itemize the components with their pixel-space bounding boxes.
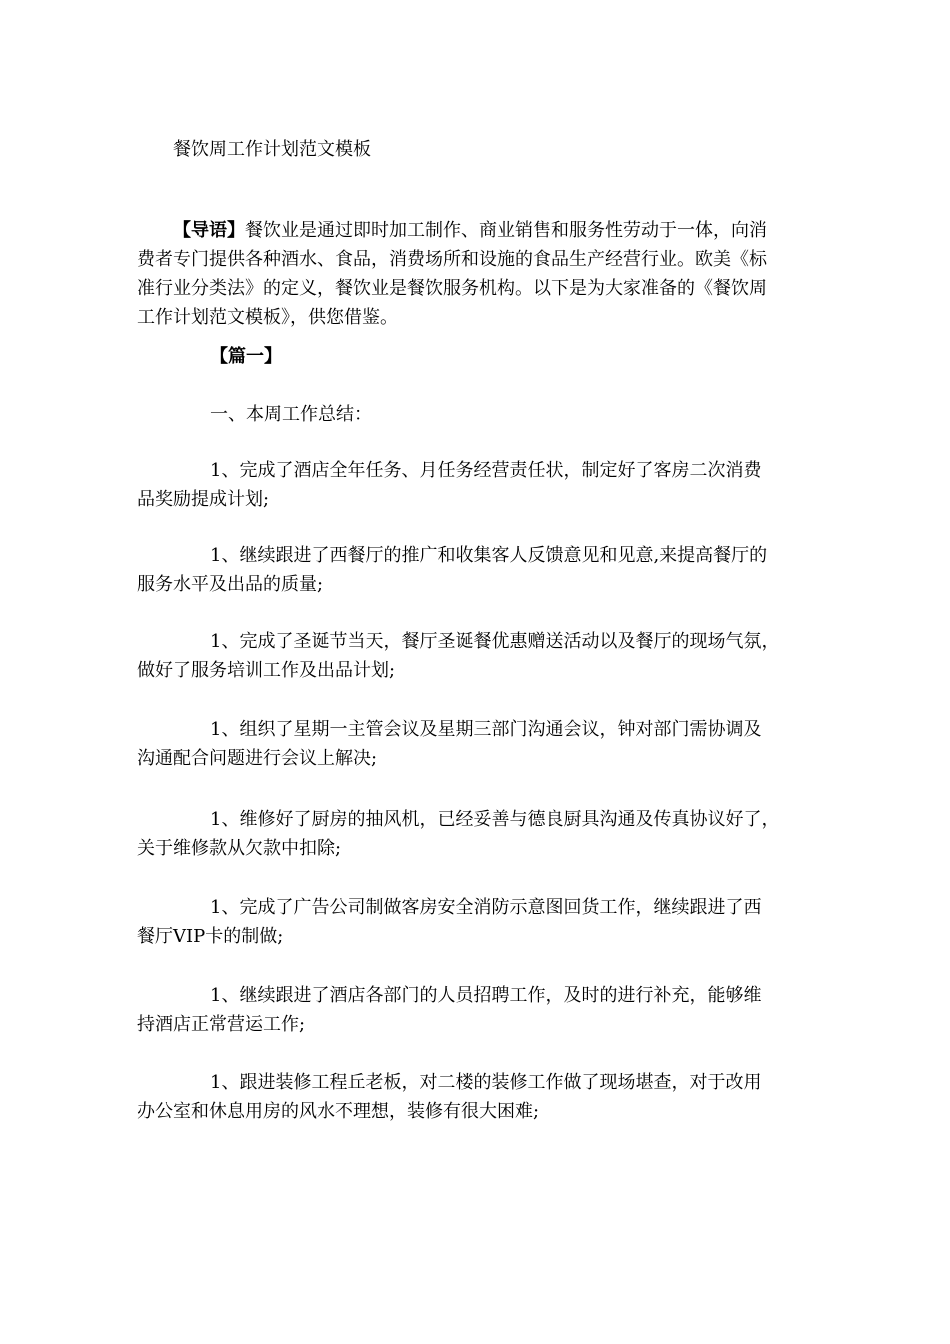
list-item-line-2: 关于维修款从欠款中扣除; [137,838,342,859]
list-item [137,893,817,951]
summary-heading: 一、本周工作总结： [210,404,372,425]
list-item-line-2: 餐厅VIP卡的制做; [137,926,284,947]
list-item-line-2: 沟通配合问题进行会议上解决; [137,748,378,769]
list-item [137,1068,817,1126]
list-item [137,456,817,514]
list-item-line-1: 1、组织了星期一主管会议及星期三部门沟通会议，钟对部门需协调及 [210,719,762,740]
list-item-line-1: 1、继续跟进了西餐厅的推广和收集客人反馈意见和见意,来提高餐厅的 [210,545,768,566]
list-item-line-2: 持酒店正常营运工作; [137,1014,306,1035]
intro-line-3: 准行业分类法》的定义，餐饮业是餐饮服务机构。以下是为大家准备的《餐饮周 [137,278,767,299]
intro-line-2: 费者专门提供各种酒水、食品，消费场所和设施的食品生产经营行业。欧美《标 [137,249,767,270]
list-item-line-1: 1、维修好了厨房的抽风机，已经妥善与德良厨具沟通及传真协议好了， [210,809,780,830]
list-item-line-1: 1、完成了广告公司制做客房安全消防示意图回货工作，继续跟进了西 [210,897,762,918]
list-item [137,715,817,773]
list-item [137,541,817,599]
document-title: 餐饮周工作计划范文模板 [173,139,371,160]
list-item-line-2: 品奖励提成计划; [137,489,270,510]
list-item-line-2: 服务水平及出品的质量; [137,574,324,595]
list-item-line-1: 1、完成了圣诞节当天，餐厅圣诞餐优惠赠送活动以及餐厅的现场气氛， [210,631,780,652]
list-item [137,805,817,863]
intro-label: 【导语】 [173,220,245,241]
list-item-line-2: 做好了服务培训工作及出品计划; [137,660,396,681]
intro-paragraph [137,216,807,332]
section-label: 【篇一】 [210,346,282,367]
list-item-line-1: 1、继续跟进了酒店各部门的人员招聘工作，及时的进行补充，能够维 [210,985,762,1006]
intro-line-1 [137,216,807,245]
list-item [137,981,817,1039]
intro-text-1: 餐饮业是通过即时加工制作、商业销售和服务性劳动于一体，向消 [245,220,767,241]
list-item [137,627,817,685]
list-item-line-1: 1、完成了酒店全年任务、月任务经营责任状，制定好了客房二次消费 [210,460,762,481]
list-item-line-1: 1、跟进装修工程丘老板，对二楼的装修工作做了现场堪查，对于改用 [210,1072,762,1093]
list-item-line-2: 办公室和休息用房的风水不理想，装修有很大困难; [137,1101,540,1122]
intro-line-4: 工作计划范文模板》，供您借鉴。 [137,307,398,328]
